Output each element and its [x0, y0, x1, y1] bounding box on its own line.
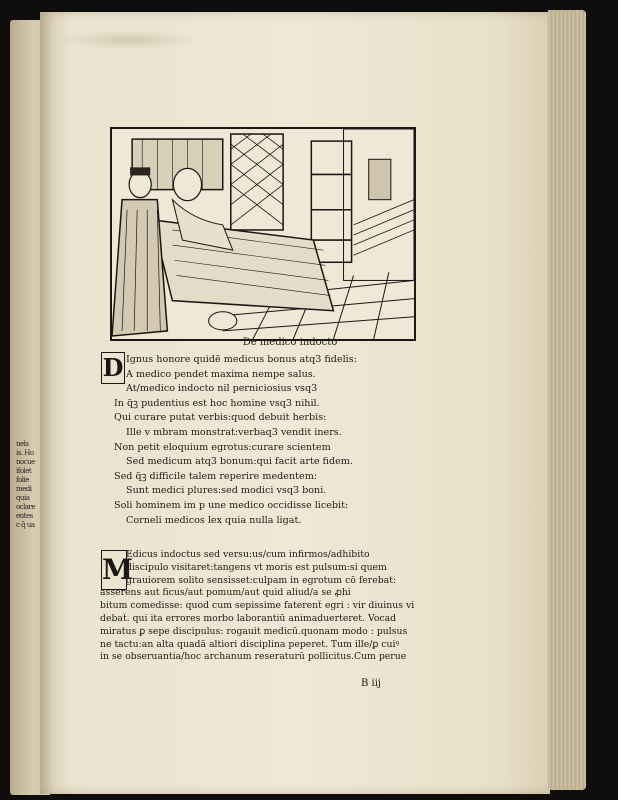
verse-line: Soli hominem im p une medico occidisse licebit: [114, 499, 349, 511]
prose-line: grauiorem solito sensisset:culpam in egrotum cō ferebat: [126, 574, 397, 586]
prose-block [100, 549, 420, 664]
prose-line: in se obseruantia/hoc archanum reseraturū pollicitus.Cum perue [100, 651, 407, 663]
woodcut-illustration [110, 127, 416, 341]
verse-line: Sunt medici plures:sed modici vsq3 boni. [126, 485, 327, 497]
smudge [60, 30, 200, 50]
prose-line: miratus ꝑ sepe discipulus: rogauit medicū.quonam modo : pulsus [100, 625, 408, 637]
page-edges [548, 10, 586, 790]
initial-verse: D [102, 353, 124, 382]
verse-line: Ille v mbram monstrat:verbaq3 vendit iners. [126, 426, 342, 438]
initial-prose: M [101, 550, 127, 590]
verse-line: Sed medicum atq3 bonum:qui facit arte fidem. [126, 456, 353, 468]
prose-line: bitum comedisse: quod cum sepissime faterenẗ egri : vir diuinus vi [100, 600, 415, 612]
verse-line: Ignus honore quidē medicus bonus atq3 fidelis: [126, 354, 357, 365]
prose-line: Edicus indoctus sed versu:us/cum infirmos/adhibito [126, 549, 370, 560]
section-heading: De medico indocto [242, 337, 338, 348]
verse-line: Non petit eloquium egrotus:curare scientem [114, 441, 331, 453]
verse-line: At/medico indocto nil perniciosius vsq3 [126, 383, 318, 395]
verse-line: A medico pendet maxima nempe salus. [126, 368, 316, 380]
verse-line: Corneli medicos lex quia nulla ligat. [126, 514, 302, 526]
signature-mark: B iij [361, 678, 382, 689]
prose-line: discipulo visitaret:tangens vt moris est pulsum:si quem [126, 561, 387, 573]
verse-line: In q̃ꝫ pudentius est hoc homine vsq3 nihil. [114, 397, 320, 409]
prose-line: asserens aut ficus/aut pomum/aut quid aliud/a se ꝓhi [100, 587, 351, 599]
verse-line: Sed q̃ꝫ difficile talem reperire medentem: [114, 470, 318, 482]
left-page-text: nels is. Ho nocue ifolet folie medi quia oclare entes c q̃ ua [16, 440, 36, 529]
prose-line: ne tactu:an alta quadā altiori disciplina peperet. Tum ille/ꝑ cuiꝰ [100, 638, 399, 650]
verse-list [100, 353, 420, 528]
prose-line: debaẗ. qui ita errores morbo laborantiū animaduerteret. Vocad [100, 612, 397, 624]
text-block [100, 336, 420, 528]
verse-line: Qui curare putat verbis:quod debuit herbis: [114, 412, 327, 424]
